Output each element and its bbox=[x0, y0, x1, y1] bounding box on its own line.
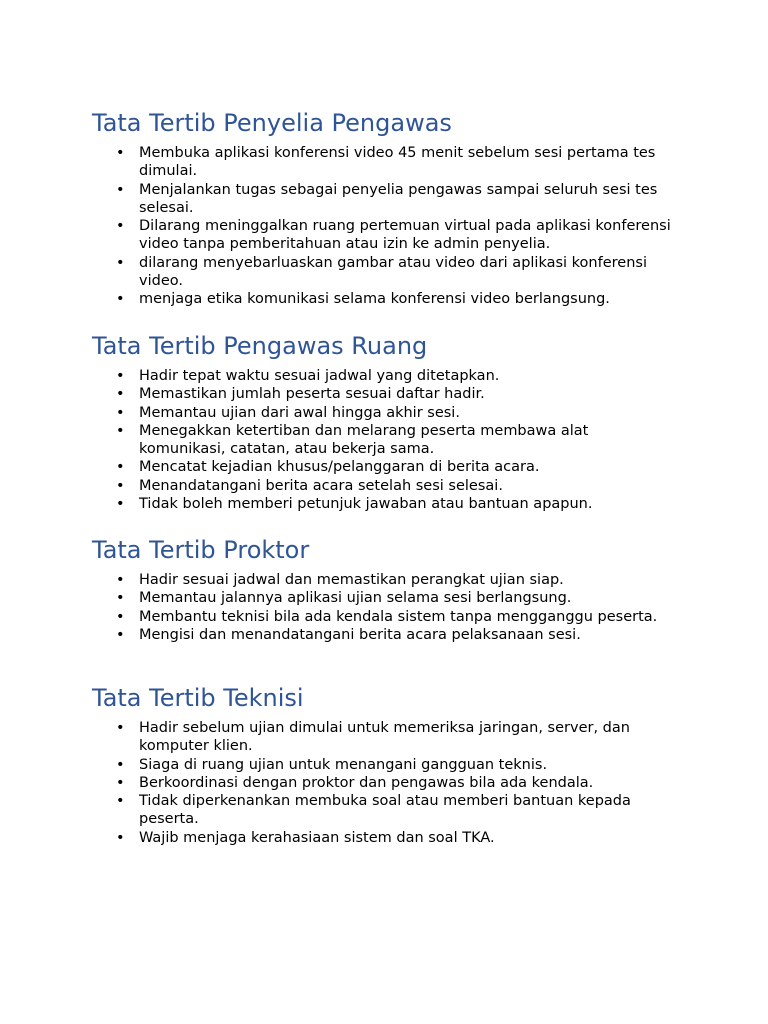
rule-list bbox=[92, 719, 692, 847]
bullet-icon: • bbox=[116, 386, 125, 403]
list-item bbox=[92, 290, 679, 308]
list-item-text: Memantau jalannya aplikasi ujian selama sesi berlangsung. bbox=[139, 590, 572, 607]
section-heading: Tata Tertib Teknisi bbox=[92, 684, 304, 712]
list-item bbox=[92, 756, 679, 774]
bullet-icon: • bbox=[116, 368, 125, 384]
list-item-text: Berkoordinasi dengan proktor dan pengawas bila ada kendala. bbox=[139, 774, 594, 791]
bullet-icon: • bbox=[116, 829, 125, 846]
bullet-icon: • bbox=[116, 145, 125, 161]
list-item bbox=[92, 571, 679, 589]
list-item-text: Memantau ujian dari awal hingga akhir sesi. bbox=[139, 404, 460, 421]
list-item-text: Mengisi dan menandatangani berita acara pelaksanaan sesi. bbox=[139, 626, 581, 643]
section-teknisi bbox=[92, 683, 692, 847]
bullet-icon: • bbox=[116, 626, 125, 643]
list-item bbox=[92, 792, 679, 829]
list-item-text: Mencatat kejadian khusus/pelanggaran di berita acara. bbox=[139, 459, 540, 476]
list-item-text: Hadir sesuai jadwal dan memastikan perangkat ujian siap. bbox=[139, 572, 564, 588]
list-item bbox=[92, 367, 679, 385]
list-item bbox=[92, 608, 679, 626]
bullet-icon: • bbox=[116, 590, 125, 607]
list-item-text: Dilarang meninggalkan ruang pertemuan virtual pada aplikasi konferensi video tanpa pemberitahuan atau izin ke admin penyelia. bbox=[139, 218, 671, 253]
list-item-text: Siaga di ruang ujian untuk menangani gangguan teknis. bbox=[139, 756, 548, 773]
section-penyelia-pengawas bbox=[92, 108, 692, 309]
list-item bbox=[92, 181, 679, 218]
bullet-icon: • bbox=[116, 218, 125, 235]
rule-list bbox=[92, 144, 692, 309]
list-item-text: Membuka aplikasi konferensi video 45 menit sebelum sesi pertama tes dimulai. bbox=[139, 145, 656, 180]
list-item bbox=[92, 495, 679, 513]
list-item-text: Tidak diperkenankan membuka soal atau memberi bantuan kepada peserta. bbox=[139, 793, 631, 828]
list-item-text: menjaga etika komunikasi selama konferensi video berlangsung. bbox=[139, 291, 610, 308]
bullet-icon: • bbox=[116, 477, 125, 494]
bullet-icon: • bbox=[116, 756, 125, 773]
bullet-icon: • bbox=[116, 404, 125, 421]
bullet-icon: • bbox=[116, 422, 125, 439]
list-item-text: Menegakkan ketertiban dan melarang peserta membawa alat komunikasi, catatan, atau bekerja sama. bbox=[139, 422, 589, 458]
list-item-text: Wajib menjaga kerahasiaan sistem dan soal TKA. bbox=[139, 829, 495, 846]
bullet-icon: • bbox=[116, 291, 125, 308]
bullet-icon: • bbox=[116, 608, 125, 625]
list-item-text: Hadir tepat waktu sesuai jadwal yang ditetapkan. bbox=[139, 368, 500, 384]
list-item-text: Tidak boleh memberi petunjuk jawaban atau bantuan apapun. bbox=[139, 496, 593, 513]
list-item bbox=[92, 404, 679, 422]
bullet-icon: • bbox=[116, 496, 125, 513]
list-item-text: Membantu teknisi bila ada kendala sistem tanpa mengganggu peserta. bbox=[139, 608, 658, 625]
bullet-icon: • bbox=[116, 459, 125, 476]
section-heading: Tata Tertib Pengawas Ruang bbox=[92, 332, 428, 360]
list-item bbox=[92, 589, 679, 607]
bullet-icon: • bbox=[116, 572, 125, 588]
list-item-text: Memastikan jumlah peserta sesuai daftar hadir. bbox=[139, 386, 485, 403]
section-proktor bbox=[92, 535, 692, 644]
bullet-icon: • bbox=[116, 254, 125, 271]
list-item bbox=[92, 254, 679, 291]
list-item bbox=[92, 719, 679, 756]
list-item bbox=[92, 626, 679, 644]
list-item-text: Menjalankan tugas sebagai penyelia pengawas sampai seluruh sesi tes selesai. bbox=[139, 181, 658, 216]
list-item bbox=[92, 144, 679, 181]
list-item-text: Hadir sebelum ujian dimulai untuk memeriksa jaringan, server, dan komputer klien. bbox=[139, 720, 630, 755]
list-item bbox=[92, 458, 679, 476]
section-heading: Tata Tertib Penyelia Pengawas bbox=[92, 109, 452, 137]
list-item bbox=[92, 829, 679, 847]
list-item bbox=[92, 774, 679, 792]
list-item-text: Menandatangani berita acara setelah sesi selesai. bbox=[139, 477, 503, 494]
bullet-icon: • bbox=[116, 774, 125, 791]
section-heading: Tata Tertib Proktor bbox=[92, 536, 310, 564]
section-pengawas-ruang bbox=[92, 331, 692, 513]
rule-list bbox=[92, 367, 692, 513]
list-item-text: dilarang menyebarluaskan gambar atau video dari aplikasi konferensi video. bbox=[139, 254, 647, 290]
bullet-icon: • bbox=[116, 720, 125, 736]
list-item bbox=[92, 217, 679, 254]
rule-list bbox=[92, 571, 692, 644]
list-item bbox=[92, 422, 679, 459]
list-item bbox=[92, 385, 679, 403]
list-item bbox=[92, 477, 679, 495]
bullet-icon: • bbox=[116, 181, 125, 198]
bullet-icon: • bbox=[116, 793, 125, 810]
